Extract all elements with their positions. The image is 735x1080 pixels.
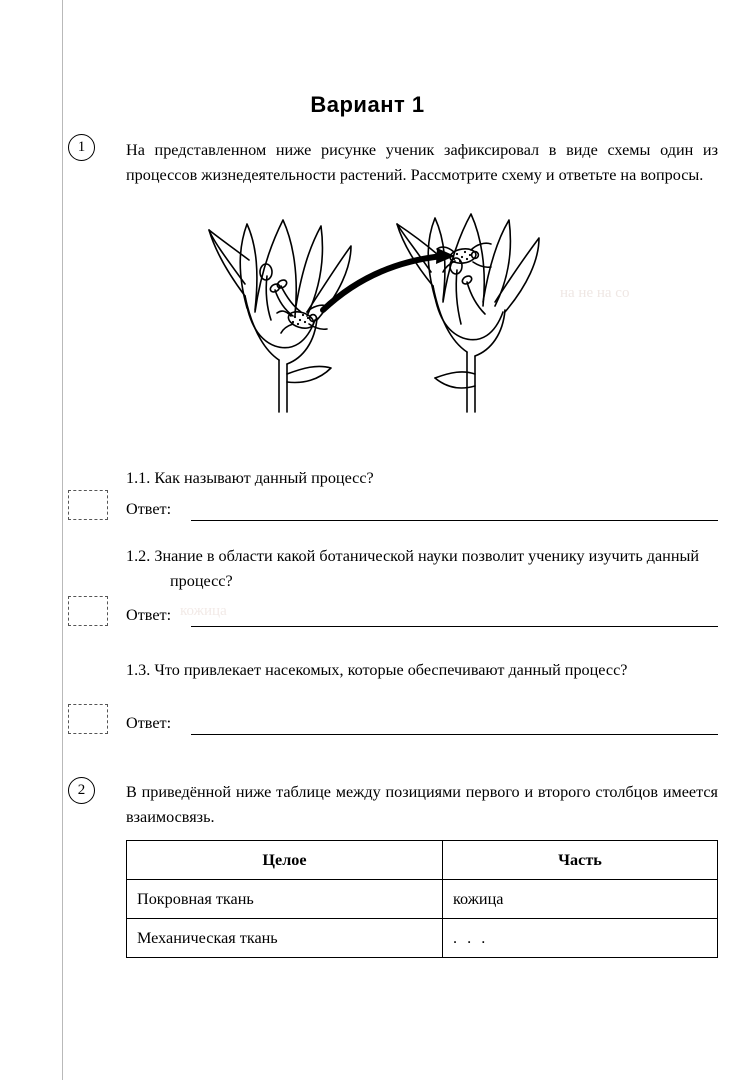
table-cell-part-1: кожица (443, 880, 718, 919)
subquestion-1-3-text: 1.3. Что привлекает насекомых, которые обеспечивают данный процесс? (126, 661, 628, 679)
relationship-table (126, 840, 718, 958)
subquestion-1-2-text: 1.2. Знание в области какой ботанической науки позволит ученику изучить данный процесс? (126, 547, 700, 590)
score-box-1-2[interactable] (68, 596, 108, 626)
background-bleed-right: на не на со (560, 285, 630, 301)
subquestion-1-2 (126, 544, 718, 594)
table-header-cell-part: Часть (443, 841, 718, 880)
task-number-1: 1 (68, 134, 95, 161)
table-header-cell-whole: Целое (127, 841, 443, 880)
table-header-row (127, 841, 718, 880)
task-1-text: На представленном ниже рисунке ученик зафиксировал в виде схемы один из процессов жизнедеятельности растений. Рассмотрите схему и ответьте на вопросы. (126, 141, 718, 184)
answer-line-1-3[interactable] (191, 734, 718, 735)
left-margin-rule (62, 0, 63, 1080)
page-title: Вариант 1 (310, 92, 425, 117)
subquestion-1-1-text: 1.1. Как называют данный процесс? (126, 469, 374, 487)
answer-label-1-2: Ответ: (126, 606, 172, 624)
score-box-1-1[interactable] (68, 490, 108, 520)
answer-label-1-3: Ответ: (126, 714, 172, 732)
table-row (127, 880, 718, 919)
subquestion-1-1 (126, 466, 718, 491)
table-cell-whole-2: Механическая ткань (127, 919, 443, 958)
task-number-2: 2 (68, 777, 95, 804)
pollination-diagram (175, 212, 595, 422)
background-bleed-left: кожица (180, 603, 227, 619)
answer-label-1-1: Ответ: (126, 500, 172, 518)
answer-line-1-2[interactable] (191, 626, 718, 627)
table-cell-whole-1: Покровная ткань (127, 880, 443, 919)
task-2-text: В приведённой ниже таблице между позициями первого и второго столбцов имеется взаимосвязь. (126, 783, 718, 826)
table-row (127, 919, 718, 958)
table-cell-part-2[interactable]: . . . (443, 919, 718, 958)
answer-line-1-1[interactable] (191, 520, 718, 521)
answer-row-1-2[interactable] (126, 606, 718, 632)
answer-row-1-1[interactable] (126, 500, 718, 526)
subquestion-1-3 (126, 658, 718, 683)
score-box-1-3[interactable] (68, 704, 108, 734)
answer-row-1-3[interactable] (126, 714, 718, 740)
